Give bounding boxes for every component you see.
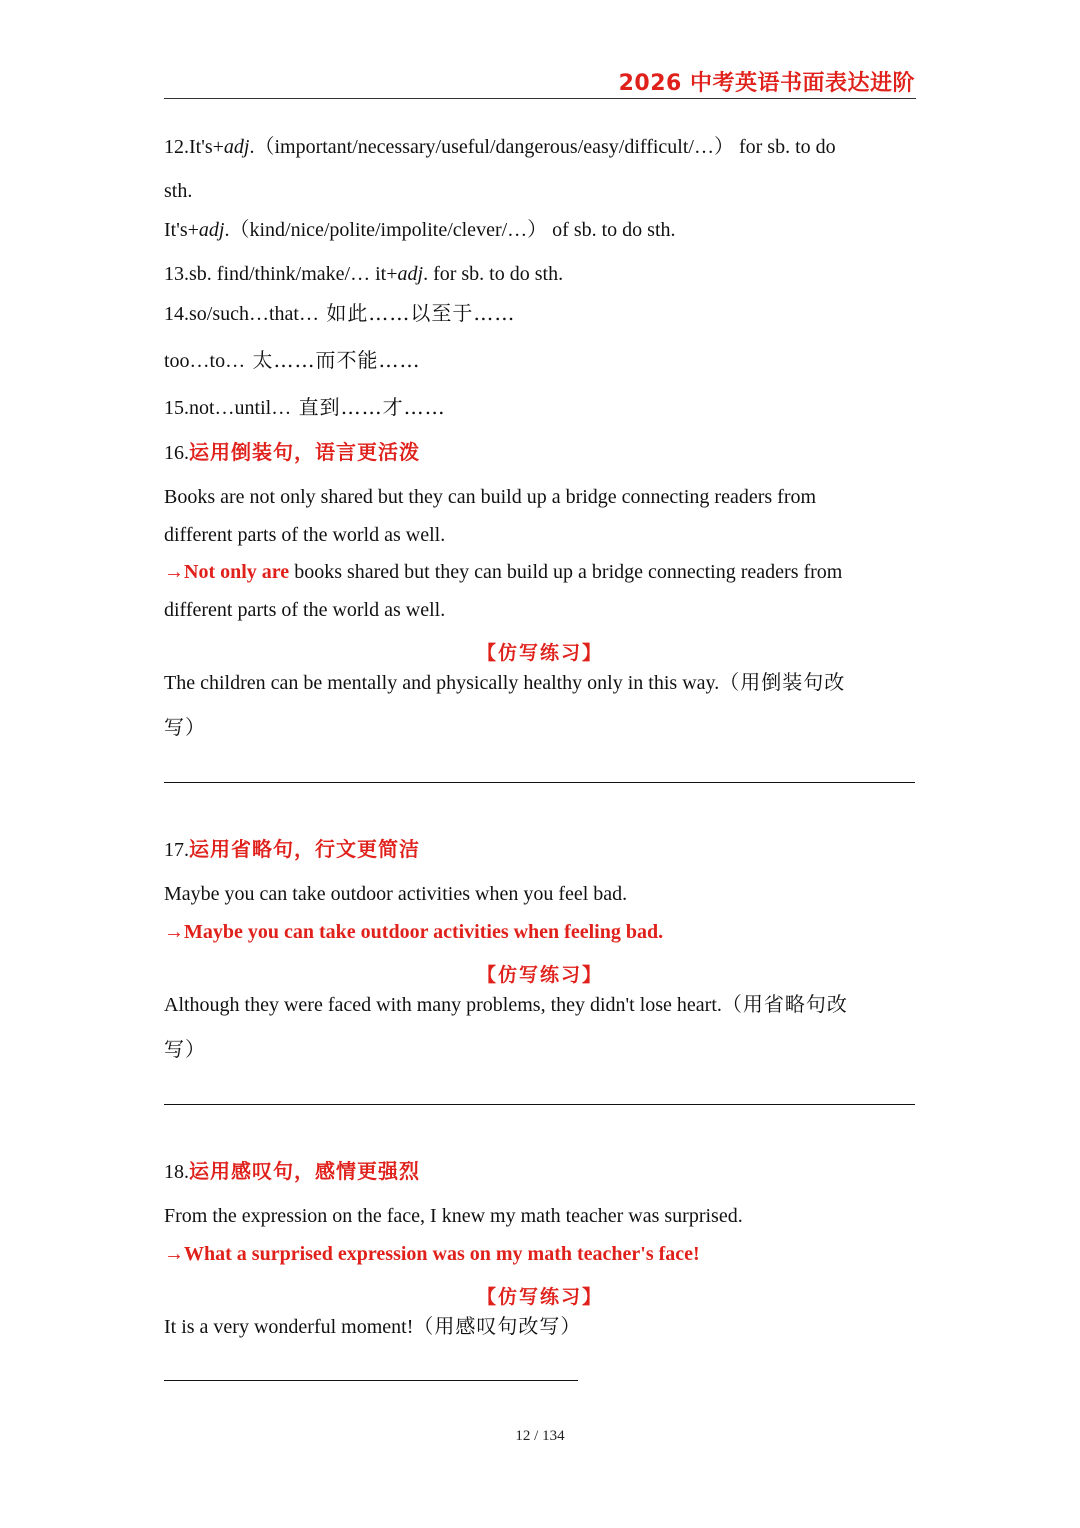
section-17-title: 运用省略句，行文更简洁 bbox=[189, 837, 420, 861]
section-18-exercise-cn: （用感叹句改写） bbox=[413, 1314, 582, 1338]
document-header-title: 2026 中考英语书面表达进阶 bbox=[618, 71, 915, 96]
section-18-number: 18. bbox=[164, 1161, 189, 1183]
section-18-rewrite bbox=[164, 1244, 700, 1264]
arrow-icon: → bbox=[164, 561, 184, 583]
section-16-exercise bbox=[164, 672, 845, 693]
header-divider bbox=[164, 98, 916, 99]
item-13-adj: adj bbox=[397, 263, 424, 285]
section-17-exercise bbox=[164, 994, 848, 1015]
item-15 bbox=[164, 397, 446, 418]
page-number: 12 / 134 bbox=[515, 1428, 565, 1444]
arrow-icon: → bbox=[164, 921, 184, 943]
section-16-exercise-cn-2: 写） bbox=[164, 715, 206, 739]
section-17-exercise-cn: （用省略句改 bbox=[721, 992, 848, 1016]
arrow-icon: → bbox=[164, 1243, 184, 1265]
section-16-original-line-2: different parts of the world as well. bbox=[164, 524, 446, 546]
item-13-prefix: 13.sb. find/think/make/… it+ bbox=[164, 263, 398, 285]
item-12-rest: .（important/necessary/useful/dangerous/easy/difficult/…） for sb. to do bbox=[249, 136, 836, 158]
section-16-rewrite-line-2: different parts of the world as well. bbox=[164, 599, 446, 621]
section-17-original: Maybe you can take outdoor activities when you feel bad. bbox=[164, 883, 628, 905]
section-18-title: 运用感叹句，感情更强烈 bbox=[189, 1159, 420, 1183]
item-14-cn: 如此……以至于…… bbox=[319, 301, 516, 325]
section-18-heading bbox=[164, 1161, 420, 1182]
item-15-cn: 直到……才…… bbox=[291, 395, 446, 419]
section-17-practice-label: 【仿写练习】 bbox=[476, 964, 603, 986]
item-15-en: 15.not…until… bbox=[164, 397, 292, 419]
section-16-exercise-en: The children can be mentally and physically healthy only in this way. bbox=[164, 672, 720, 694]
section-17-exercise-en: Although they were faced with many problems, they didn't lose heart. bbox=[164, 994, 722, 1016]
section-18-practice-label: 【仿写练习】 bbox=[476, 1286, 603, 1308]
section-16-original-line-1: Books are not only shared but they can build up a bridge connecting readers from bbox=[164, 486, 817, 508]
section-17-number: 17. bbox=[164, 839, 189, 861]
section-18-rewrite-text: What a surprised expression was on my math teacher's face! bbox=[184, 1243, 700, 1265]
section-16-number: 16. bbox=[164, 442, 189, 464]
item-14 bbox=[164, 303, 515, 324]
section-18-exercise bbox=[164, 1316, 581, 1337]
section-16-rewrite-rest: books shared but they can build up a bridge connecting readers from bbox=[289, 561, 843, 583]
section-17-rewrite-text: Maybe you can take outdoor activities when feeling bad. bbox=[184, 921, 664, 943]
section-17-answer-line[interactable] bbox=[164, 1104, 915, 1105]
item-12-line-3 bbox=[164, 220, 676, 240]
section-16-answer-line[interactable] bbox=[164, 782, 915, 783]
item-12-prefix: 12.It's+ bbox=[164, 136, 224, 158]
item-14-en: 14.so/such…that… bbox=[164, 303, 319, 325]
section-16-highlight: Not only are bbox=[184, 561, 290, 583]
item-too-cn: 太……而不能…… bbox=[245, 348, 421, 372]
section-16-exercise-cn: （用倒装句改 bbox=[719, 670, 846, 694]
section-16-rewrite-line-1 bbox=[164, 562, 842, 582]
section-17-exercise-cn-2: 写） bbox=[164, 1037, 206, 1061]
item-13 bbox=[164, 264, 563, 284]
item-12-adj: adj bbox=[223, 136, 250, 158]
section-18-answer-line[interactable] bbox=[164, 1380, 578, 1381]
section-16-heading bbox=[164, 442, 420, 463]
item-too-en: too…to… bbox=[164, 350, 246, 372]
item-12-line-1 bbox=[164, 137, 836, 157]
section-16-title: 运用倒装句，语言更活泼 bbox=[189, 440, 420, 464]
section-16-practice-label: 【仿写练习】 bbox=[476, 642, 603, 664]
item-12b-prefix: It's+ bbox=[164, 219, 199, 241]
section-17-heading bbox=[164, 839, 420, 860]
item-14-too bbox=[164, 350, 420, 371]
item-12-line-2: sth. bbox=[164, 180, 193, 202]
item-12b-adj: adj bbox=[198, 219, 225, 241]
item-13-rest: . for sb. to do sth. bbox=[423, 263, 564, 285]
item-12b-rest: .（kind/nice/polite/impolite/clever/…） of sb. to do sth. bbox=[224, 219, 676, 241]
section-18-exercise-en: It is a very wonderful moment! bbox=[164, 1316, 414, 1338]
section-18-original: From the expression on the face, I knew my math teacher was surprised. bbox=[164, 1205, 743, 1227]
section-17-rewrite bbox=[164, 922, 663, 942]
